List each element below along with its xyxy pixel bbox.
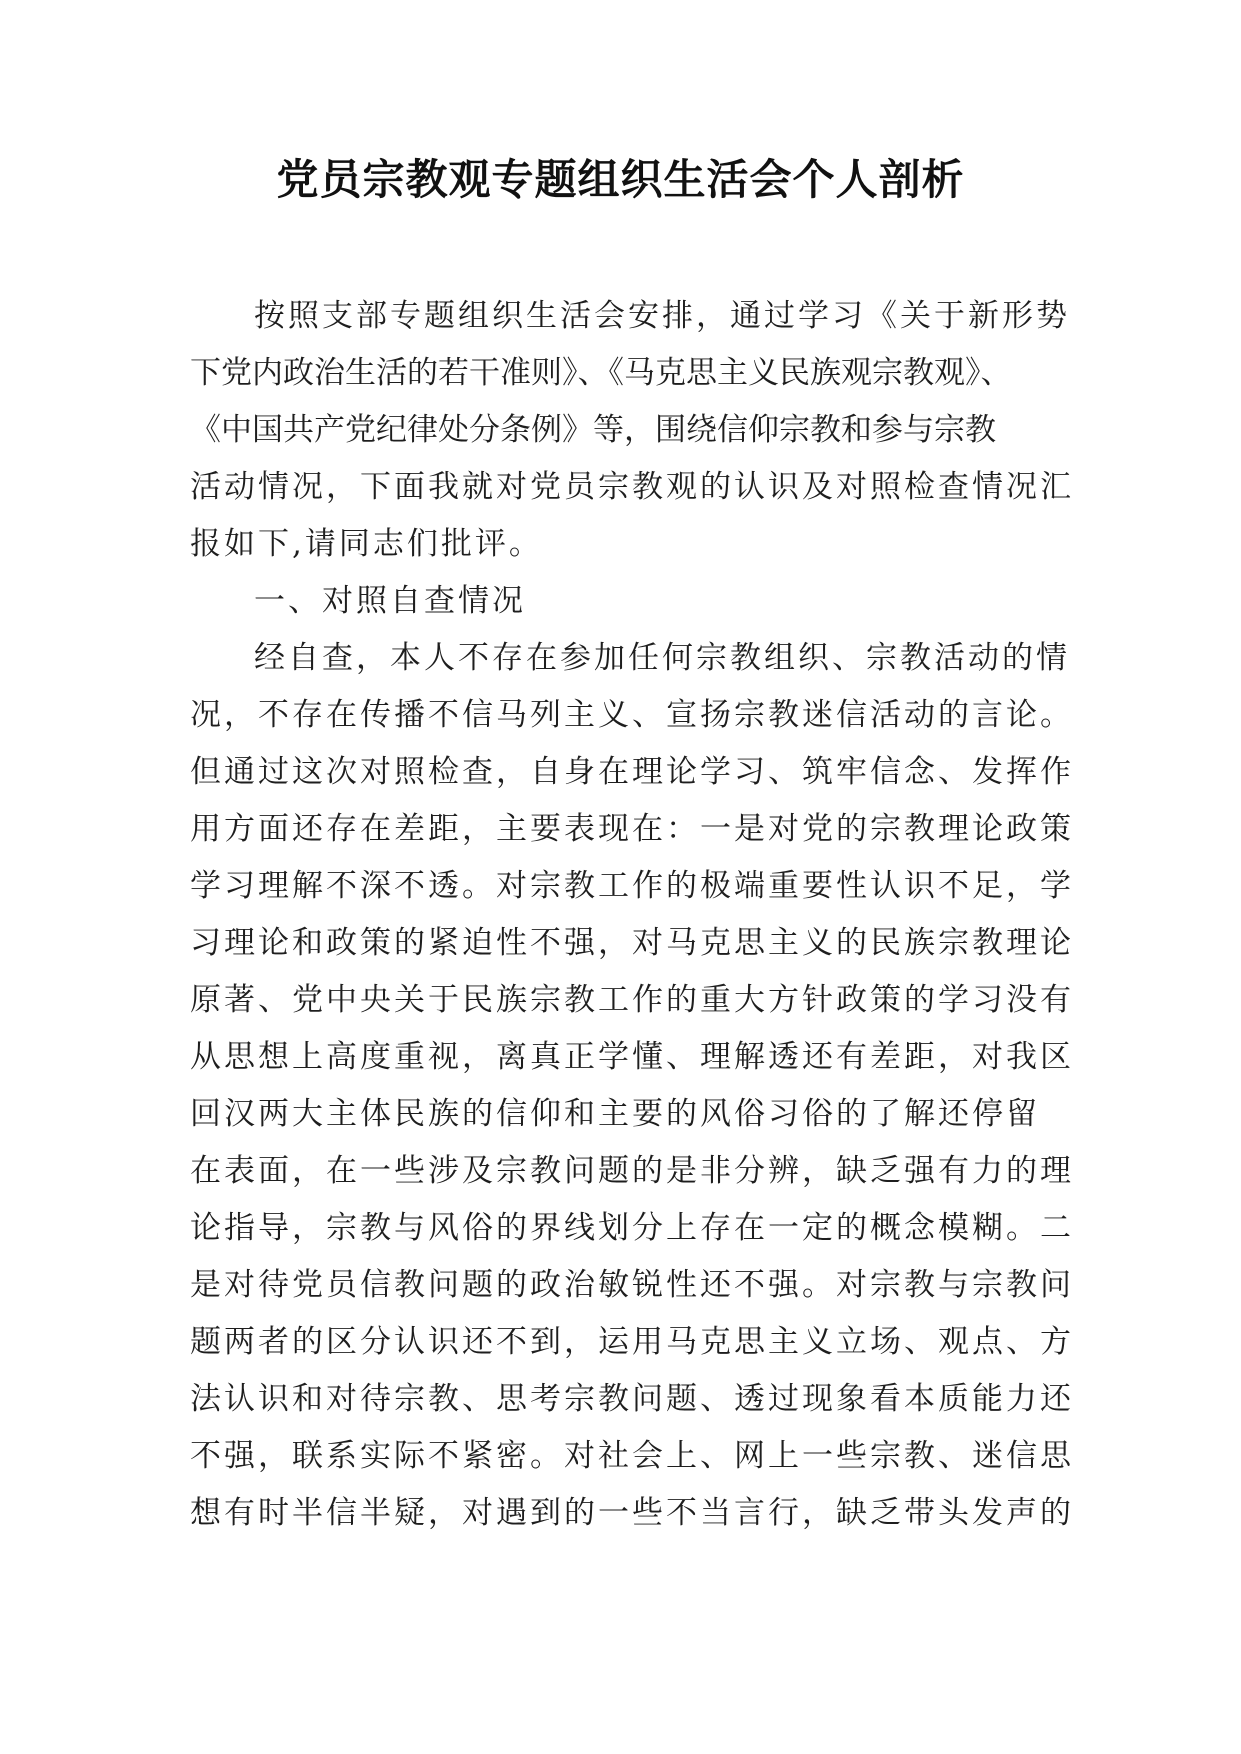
paragraph-line: 下党内政治生活的若干准则》、《马克思主义民族观宗教观》、 xyxy=(190,355,1012,391)
document-body xyxy=(190,288,1074,1542)
paragraph-line: 不强，联系实际不紧密。对社会上、网上一些宗教、迷信思 xyxy=(190,1438,1074,1474)
paragraph-line: 是对待党员信教问题的政治敏锐性还不强。对宗教与宗教问 xyxy=(190,1267,1074,1303)
paragraph-line: 题两者的区分认识还不到，运用马克思主义立场、观点、方 xyxy=(190,1324,1074,1360)
paragraph-line: 原著、党中央关于民族宗教工作的重大方针政策的学习没有 xyxy=(190,982,1074,1018)
paragraph-line: 在表面，在一些涉及宗教问题的是非分辨，缺乏强有力的理 xyxy=(190,1153,1074,1189)
section-heading: 一、对照自查情况 xyxy=(254,583,526,619)
paragraph-line: 习理论和政策的紧迫性不强，对马克思主义的民族宗教理论 xyxy=(190,925,1074,961)
paragraph-line: 经自查，本人不存在参加任何宗教组织、宗教活动的情 xyxy=(254,640,1070,676)
paragraph-line: 回汉两大主体民族的信仰和主要的风俗习俗的了解还停留 xyxy=(190,1096,1040,1132)
document-title: 党员宗教观专题组织生活会个人剖析 xyxy=(276,155,965,204)
paragraph-line: 活动情况，下面我就对党员宗教观的认识及对照检查情况汇 xyxy=(190,469,1074,505)
paragraph-line: 法认识和对待宗教、思考宗教问题、透过现象看本质能力还 xyxy=(190,1381,1074,1417)
paragraph-line: 但通过这次对照检查，自身在理论学习、筑牢信念、发挥作 xyxy=(190,754,1074,790)
paragraph-line: 想有时半信半疑，对遇到的一些不当言行，缺乏带头发声的 xyxy=(190,1495,1074,1531)
paragraph-line: 《中国共产党纪律处分条例》等，围绕信仰宗教和参与宗教 xyxy=(190,412,996,448)
paragraph-line: 按照支部专题组织生活会安排，通过学习《关于新形势 xyxy=(254,298,1070,334)
paragraph-line: 报如下,请同志们批评。 xyxy=(190,526,543,562)
paragraph-line: 用方面还存在差距，主要表现在：一是对党的宗教理论政策 xyxy=(190,811,1074,847)
paragraph-line: 学习理解不深不透。对宗教工作的极端重要性认识不足，学 xyxy=(190,868,1074,904)
paragraph-line: 论指导，宗教与风俗的界线划分上存在一定的概念模糊。二 xyxy=(190,1210,1074,1246)
paragraph-line: 况，不存在传播不信马列主义、宣扬宗教迷信活动的言论。 xyxy=(190,697,1074,733)
paragraph-line: 从思想上高度重视，离真正学懂、理解透还有差距，对我区 xyxy=(190,1039,1074,1075)
